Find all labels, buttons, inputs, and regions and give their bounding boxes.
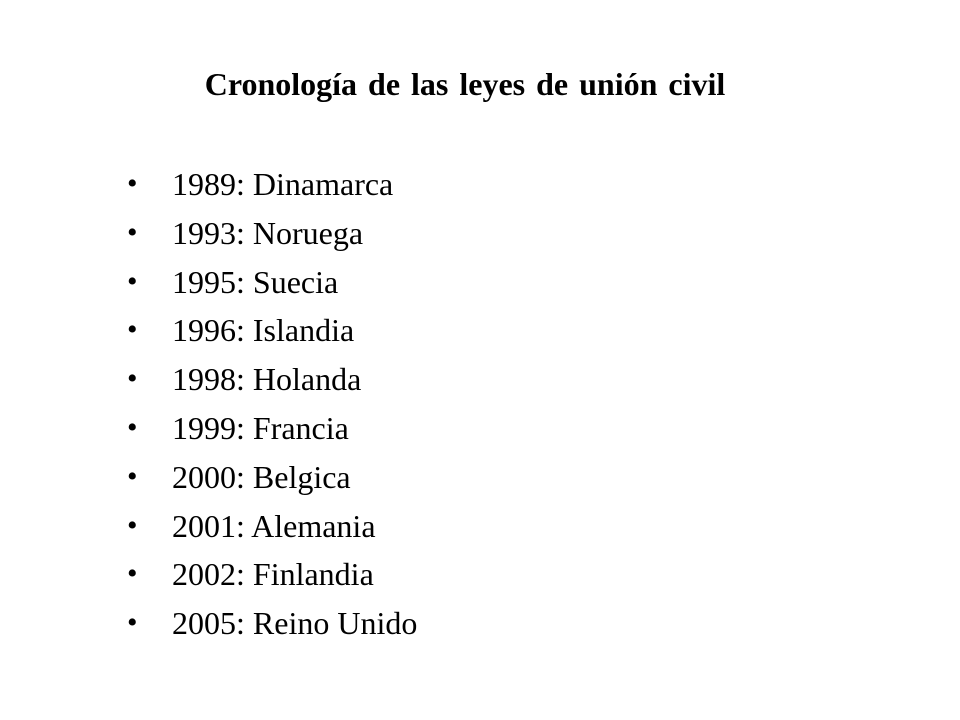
list-item xyxy=(127,404,417,453)
list-item xyxy=(127,502,417,551)
bullet-icon: • xyxy=(127,606,138,640)
list-item-label: 1989: Dinamarca xyxy=(172,166,394,202)
bullet-icon: • xyxy=(127,557,138,591)
bullet-icon: • xyxy=(127,410,138,444)
list-item xyxy=(127,453,417,502)
list-item-label: 1998: Holanda xyxy=(172,361,362,398)
list-item-label: 1995: Suecia xyxy=(172,263,339,300)
list-item xyxy=(127,599,417,648)
list-item xyxy=(127,258,417,307)
bullet-list xyxy=(127,160,417,648)
list-item-label: 1996: Islandia xyxy=(172,312,355,349)
list-item xyxy=(127,160,417,209)
bullet-icon: • xyxy=(127,313,138,347)
slide-title: Cronología de las leyes de unión civil xyxy=(204,66,726,102)
bullet-icon: • xyxy=(127,459,138,493)
bullet-icon: • xyxy=(127,362,138,396)
bullet-icon: • xyxy=(127,215,138,249)
list-item-label: 2000: Belgica xyxy=(172,458,351,495)
bullet-icon: • xyxy=(127,167,138,200)
list-item xyxy=(127,550,417,599)
list-item-label: 1993: Noruega xyxy=(172,214,364,251)
list-item-label: 2005: Reino Unido xyxy=(172,605,418,642)
list-item-label: 2002: Finlandia xyxy=(172,556,374,593)
bullet-icon: • xyxy=(127,264,138,298)
list-item xyxy=(127,355,417,404)
list-item-label: 2001: Alemania xyxy=(172,507,376,544)
bullet-icon: • xyxy=(127,508,138,542)
list-item xyxy=(127,306,417,355)
list-item xyxy=(127,209,417,258)
list-item-label: 1999: Francia xyxy=(172,409,349,446)
